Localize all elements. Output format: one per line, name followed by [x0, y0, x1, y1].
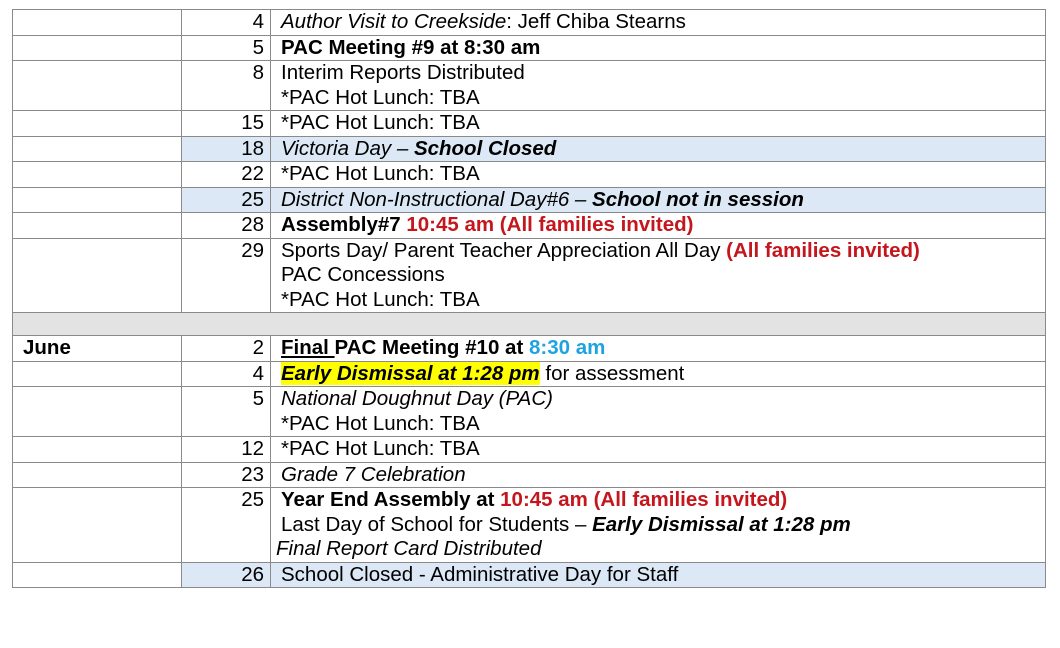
event-text: for assessment: [539, 361, 685, 385]
event-text: (All families invited): [726, 238, 920, 262]
day-cell: 4: [182, 10, 271, 36]
event-text: Grade 7 Celebration: [281, 462, 466, 486]
month-cell: [13, 562, 182, 588]
event-text: *PAC Hot Lunch: TBA: [281, 411, 480, 435]
event-text: *PAC Hot Lunch: TBA: [281, 287, 480, 311]
event-text: 10:45 am (All families invited): [500, 488, 788, 511]
month-cell: [13, 213, 182, 239]
event-text: Final Report Card Distributed: [276, 537, 542, 560]
calendar-row: [13, 162, 1046, 188]
event-text: *PAC Hot Lunch: TBA: [281, 111, 480, 134]
event-text: *PAC Hot Lunch: TBA: [281, 162, 480, 185]
day-cell: 23: [182, 462, 271, 488]
day-cell: 2: [182, 336, 271, 362]
event-cell: [271, 35, 1046, 61]
calendar-row: [13, 136, 1046, 162]
calendar-row: [13, 387, 1046, 437]
calendar-row: [13, 61, 1046, 111]
month-cell: [13, 111, 182, 137]
month-cell: [13, 462, 182, 488]
highlighted-event-text: Early Dismissal at 1:28 pm: [281, 361, 540, 385]
day-cell: 8: [182, 61, 271, 111]
event-cell: [271, 361, 1046, 387]
event-text: School Closed - Administrative Day for Staff: [281, 562, 679, 586]
month-cell: June: [13, 336, 182, 362]
event-cell: [271, 437, 1046, 463]
calendar-row: [13, 238, 1046, 313]
day-cell: 29: [182, 238, 271, 313]
month-cell: [13, 387, 182, 437]
day-cell: 28: [182, 213, 271, 239]
blank-cell: [13, 313, 1046, 336]
event-text: *PAC Hot Lunch: TBA: [281, 85, 480, 109]
event-text: School Closed: [413, 136, 557, 160]
event-text: District Non-Instructional Day#6 –: [281, 187, 593, 211]
event-text: Year End Assembly at: [281, 488, 501, 511]
day-cell: 5: [182, 35, 271, 61]
event-text: PAC Concessions: [281, 263, 445, 286]
calendar-row: [13, 562, 1046, 588]
event-cell: [271, 136, 1046, 162]
month-cell: [13, 437, 182, 463]
month-cell: [13, 488, 182, 563]
day-cell: 25: [182, 187, 271, 213]
event-text: Assembly#7: [281, 213, 407, 236]
month-cell: [13, 35, 182, 61]
event-line: [281, 513, 1045, 538]
calendar-row: [13, 10, 1046, 36]
event-text: Final: [281, 336, 335, 359]
event-text: Early Dismissal at 1:28 pm: [592, 512, 851, 536]
calendar-row: [13, 213, 1046, 239]
calendar-row: [13, 488, 1046, 563]
day-cell: 22: [182, 162, 271, 188]
event-cell: [271, 238, 1046, 313]
day-cell: 4: [182, 361, 271, 387]
event-cell: [271, 462, 1046, 488]
event-text: Interim Reports Distributed: [281, 61, 525, 84]
event-cell: [271, 162, 1046, 188]
calendar-row: [13, 462, 1046, 488]
day-cell: 25: [182, 488, 271, 563]
event-text: PAC Meeting #9 at 8:30 am: [281, 35, 541, 59]
month-cell: [13, 162, 182, 188]
event-text: : Jeff Chiba Stearns: [506, 10, 686, 33]
event-text: Author Visit to Creekside: [281, 10, 507, 33]
event-cell: [271, 187, 1046, 213]
calendar-row: [13, 111, 1046, 137]
day-cell: 15: [182, 111, 271, 137]
calendar-row: [13, 361, 1046, 387]
event-text: *PAC Hot Lunch: TBA: [281, 437, 480, 460]
day-cell: 26: [182, 562, 271, 588]
school-calendar-table: [12, 9, 1046, 588]
event-cell: [271, 562, 1046, 588]
month-cell: [13, 10, 182, 36]
month-cell: [13, 61, 182, 111]
calendar-row: [13, 336, 1046, 362]
event-text: Victoria Day –: [281, 136, 414, 160]
month-cell: [13, 361, 182, 387]
blank-separator-row: [13, 313, 1046, 336]
event-text: National Doughnut Day (PAC): [281, 387, 553, 410]
event-text: PAC Meeting #10 at: [334, 336, 529, 359]
event-text: Sports Day/ Parent Teacher Appreciation All Day: [281, 238, 727, 262]
event-cell: [271, 336, 1046, 362]
calendar-row: [13, 187, 1046, 213]
day-cell: 12: [182, 437, 271, 463]
event-line: [281, 488, 1045, 513]
event-text: School not in session: [592, 187, 804, 211]
month-cell: [13, 187, 182, 213]
calendar-row: [13, 35, 1046, 61]
event-text: Last Day of School for Students –: [281, 512, 593, 536]
event-text: 10:45 am (All families invited): [406, 213, 694, 236]
month-cell: [13, 136, 182, 162]
event-line: [281, 239, 1045, 264]
day-cell: 5: [182, 387, 271, 437]
month-cell: [13, 238, 182, 313]
event-cell: [271, 387, 1046, 437]
event-cell: [271, 111, 1046, 137]
event-cell: [271, 10, 1046, 36]
event-cell: [271, 213, 1046, 239]
day-cell: 18: [182, 136, 271, 162]
event-cell: [271, 61, 1046, 111]
event-cell: [271, 488, 1046, 563]
event-text: 8:30 am: [528, 336, 606, 359]
calendar-row: [13, 437, 1046, 463]
